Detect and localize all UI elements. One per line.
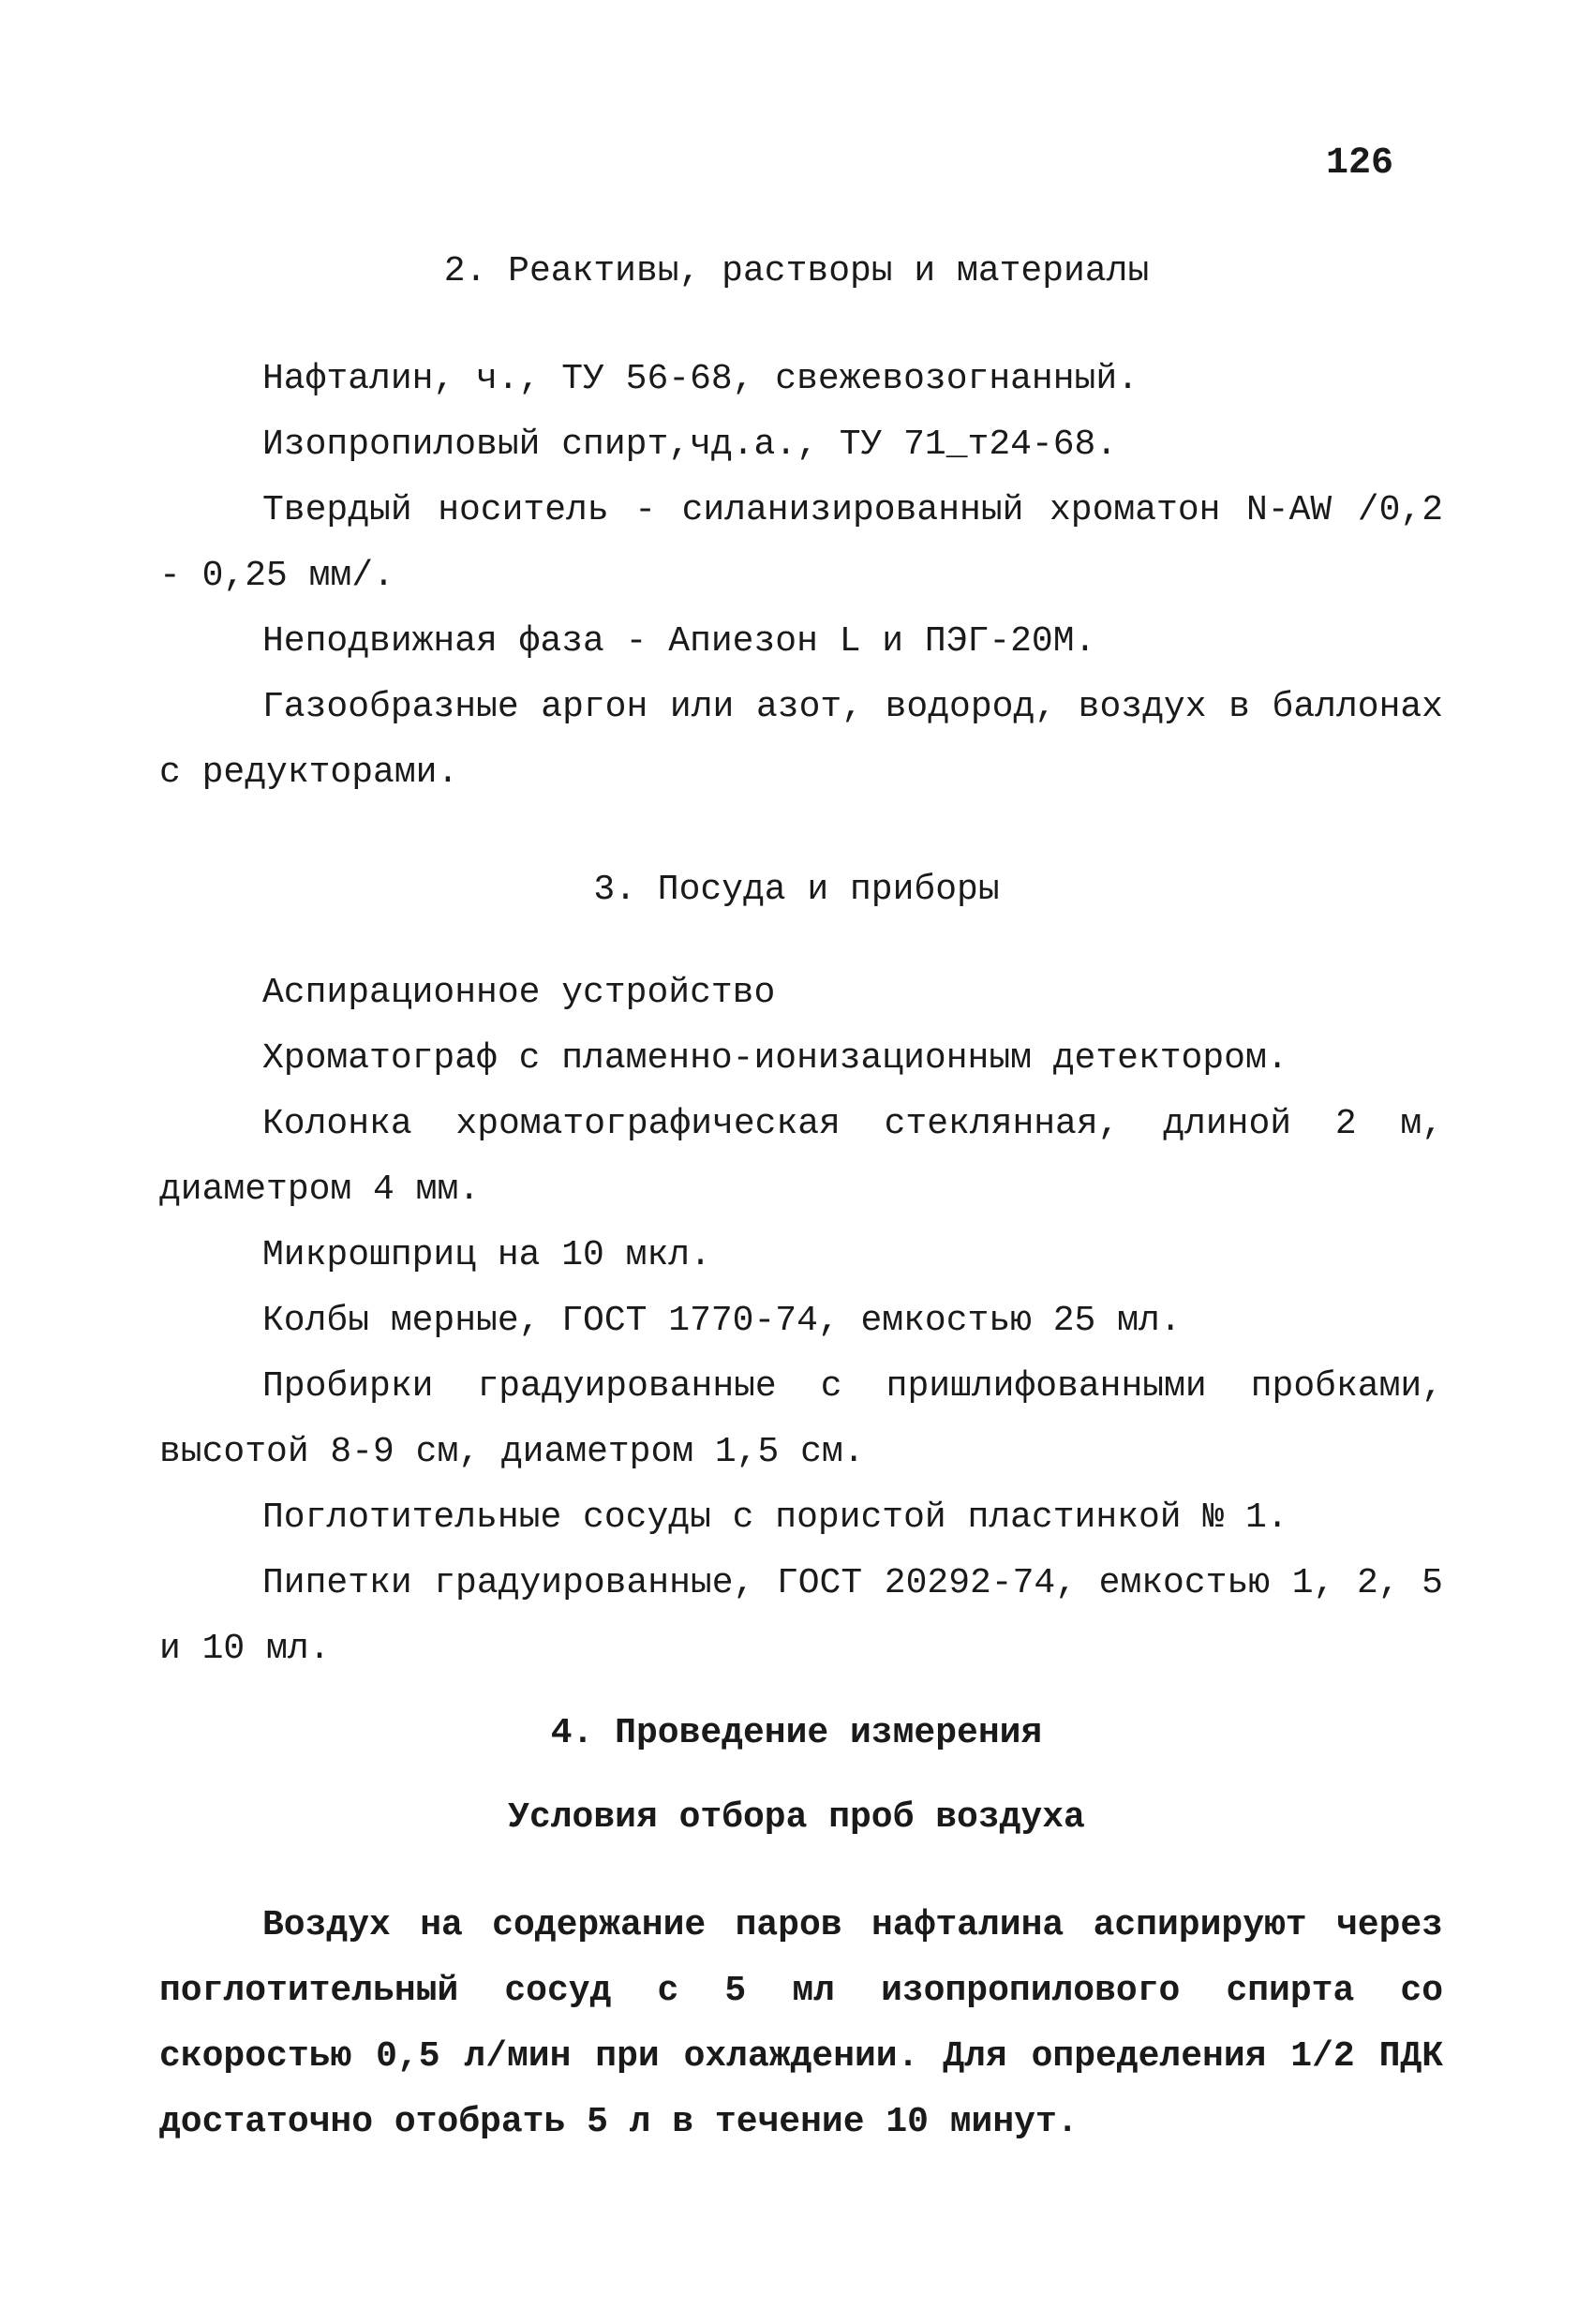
equipment-item: Микрошприц на 10 мкл. [262,1235,711,1275]
equipment-item: Поглотительные сосуды с пористой пластинкой № 1. [262,1497,1288,1538]
reagent-item: Изопропиловый спирт,чд.а., ТУ 71_т24-68. [262,425,1118,465]
page-number: 126 [1326,142,1394,185]
section-heading-reagents: 2. Реактивы, растворы и материалы [443,251,1150,291]
equipment-item: Пробирки градуированные с пришлифованными пробками, высотой 8-9 см, диаметром 1,5 см. [159,1366,1443,1472]
equipment-item: Хроматограф с пламенно-ионизационным детектором. [262,1038,1288,1079]
reagent-item: Неподвижная фаза - Апиезон L и ПЭГ-20М. [262,621,1096,662]
equipment-item: Колбы мерные, ГОСТ 1770-74, емкостью 25 мл. [262,1301,1182,1341]
section-heading-measurement: 4. Проведение измерения [550,1713,1043,1753]
reagents-list [159,347,1443,806]
equipment-item: Колонка хроматографическая стеклянная, длиной 2 м, диаметром 4 мм. [159,1104,1443,1210]
reagent-item: Газообразные аргон или азот, водород, воздух в баллонах с редукторами. [159,687,1443,793]
sampling-text [159,1893,1443,2155]
sampling-paragraph: Воздух на содержание паров нафталина аспирируют через поглотительный сосуд с 5 мл изопропилового спирта со скоростью 0,5 л/мин при охлаждении. Для определения 1/2 ПДК достаточно отобрать 5 л в течение 10 минут. [159,1905,1443,2142]
equipment-item: Аспирационное устройство [262,973,776,1013]
equipment-item: Пипетки градуированные, ГОСТ 20292-74, емкостью 1, 2, 5 и 10 мл. [159,1563,1443,1669]
section-heading-equipment: 3. Посуда и приборы [593,870,1000,910]
subsection-heading-sampling: Условия отбора проб воздуха [508,1797,1085,1838]
equipment-list [159,961,1443,1682]
reagent-item: Нафталин, ч., ТУ 56-68, свежевозогнанный. [262,359,1139,399]
reagent-item: Твердый носитель - силанизированный хроматон N-AW /0,2 - 0,25 мм/. [159,490,1443,596]
